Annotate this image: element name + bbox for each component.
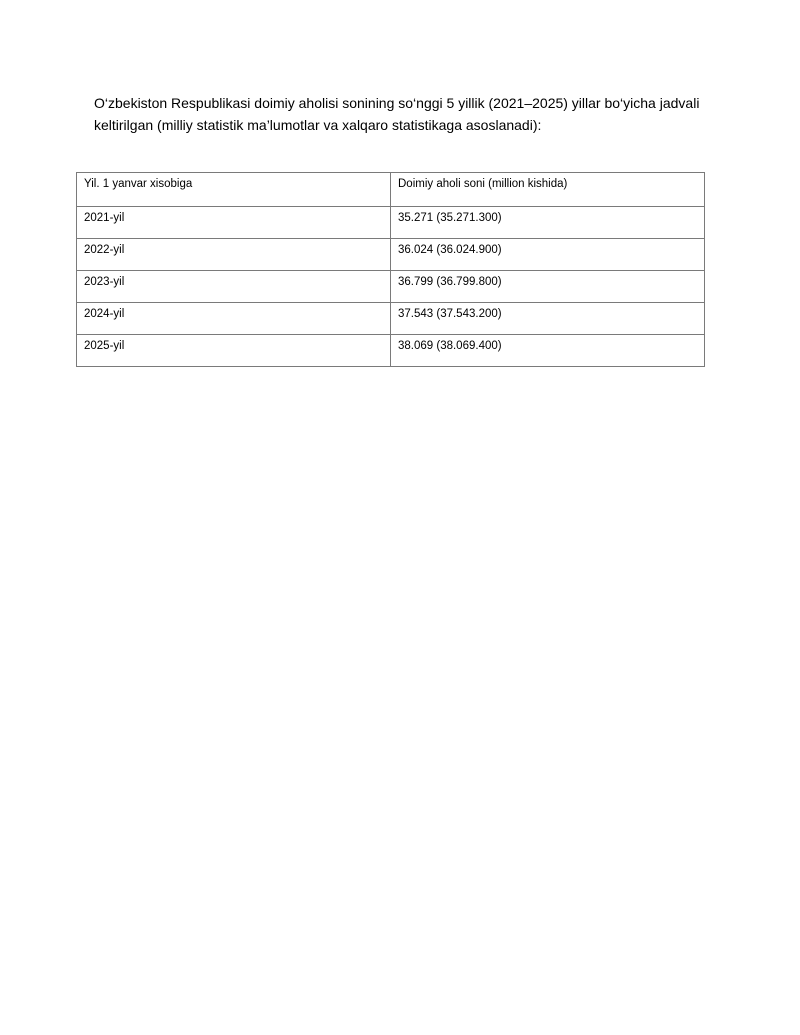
cell-year: 2022-yil xyxy=(77,239,391,271)
population-table xyxy=(76,172,705,367)
table-row xyxy=(77,207,705,239)
cell-population: 35.271 (35.271.300) xyxy=(391,207,705,239)
table-row xyxy=(77,335,705,367)
header-year: Yil. 1 yanvar xisobiga xyxy=(77,173,391,207)
table-header-row xyxy=(77,173,705,207)
cell-population: 36.024 (36.024.900) xyxy=(391,239,705,271)
table-row xyxy=(77,271,705,303)
cell-year: 2025-yil xyxy=(77,335,391,367)
table-row xyxy=(77,303,705,335)
cell-year: 2021-yil xyxy=(77,207,391,239)
intro-paragraph: O‘zbekiston Respublikasi doimiy aholisi sonining so‘nggi 5 yillik (2021–2025) yillar bo‘yicha jadvali keltirilgan (milliy statistik ma’lumotlar va xalqaro statistikaga asoslanadi): xyxy=(94,95,700,133)
cell-population: 37.543 (37.543.200) xyxy=(391,303,705,335)
header-population: Doimiy aholi soni (million kishida) xyxy=(391,173,705,207)
cell-population: 38.069 (38.069.400) xyxy=(391,335,705,367)
cell-year: 2023-yil xyxy=(77,271,391,303)
table-row xyxy=(77,239,705,271)
cell-year: 2024-yil xyxy=(77,303,391,335)
cell-population: 36.799 (36.799.800) xyxy=(391,271,705,303)
